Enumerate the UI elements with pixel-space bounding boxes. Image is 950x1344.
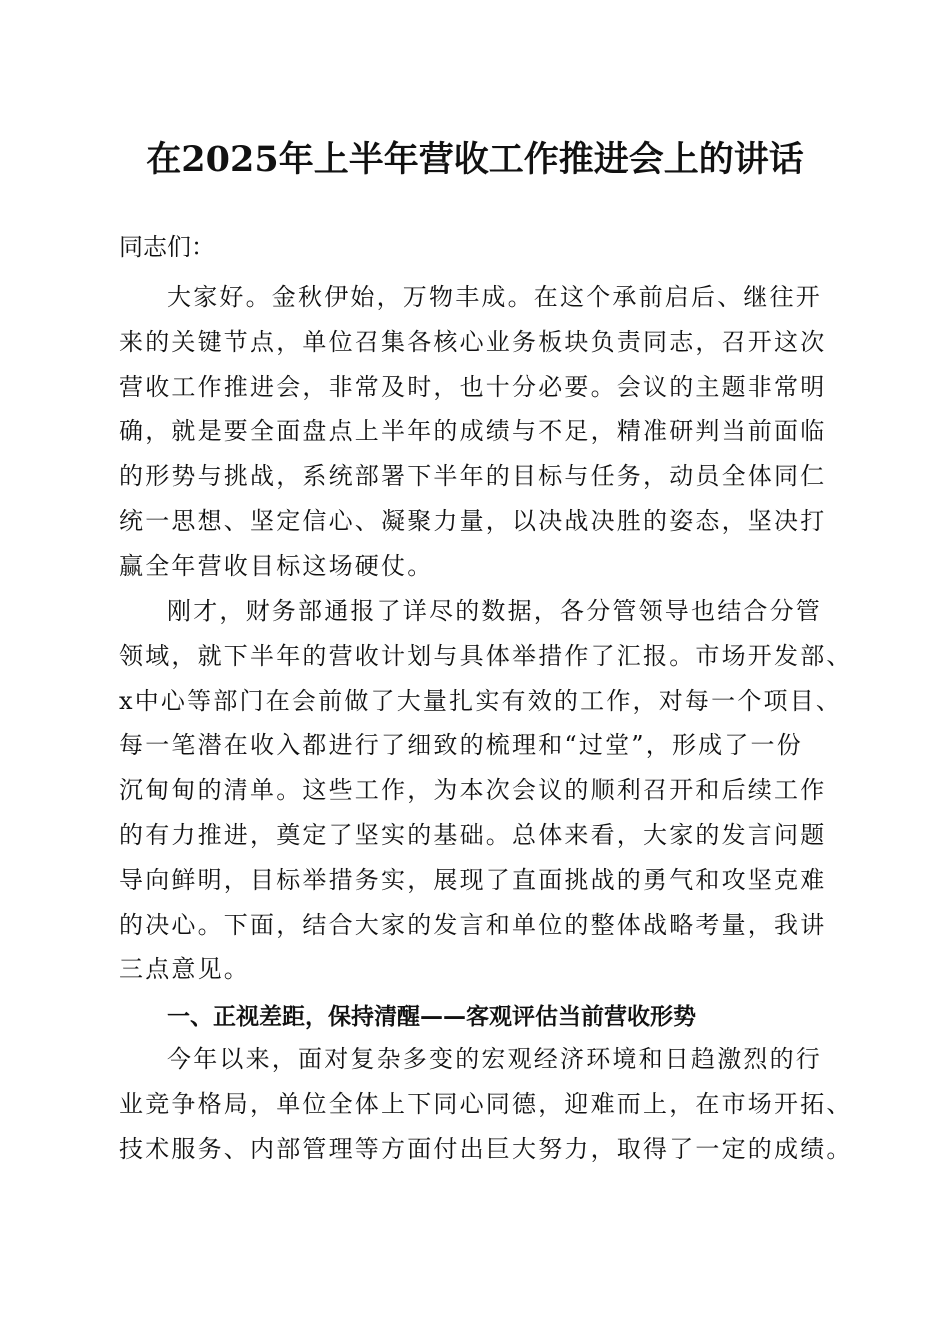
text-line: 赢全年营收目标这场硬仗。 (119, 551, 434, 580)
text-line: 刚才，财务部通报了详尽的数据，各分管领导也结合分管 (167, 597, 822, 625)
text-line: 的形势与挑战，系统部署下半年的目标与任务，动员全体同仁 (119, 462, 827, 491)
text-line: 三点意见。 (119, 955, 250, 984)
page-title: 在2025年上半年营收工作推进会上的讲话 (146, 139, 804, 180)
text-line: 的有力推进，奠定了坚实的基础。总体来看，大家的发言问题 (119, 820, 827, 849)
text-line: 来的关键节点，单位召集各核心业务板块负责同志，召开这次 (119, 327, 827, 356)
text-line: 确，就是要全面盘点上半年的成绩与不足，精准研判当前面临 (119, 417, 827, 446)
text-line: 今年以来，面对复杂多变的宏观经济环境和日趋激烈的行 (167, 1045, 822, 1073)
text-line: 沉甸甸的清单。这些工作，为本次会议的顺利召开和后续工作 (119, 776, 827, 805)
text-line: 统一思想、坚定信心、凝聚力量，以决战决胜的姿态，坚决打 (119, 506, 827, 535)
text-line: 导向鲜明，目标举措务实，展现了直面挑战的勇气和攻坚克难 (119, 865, 827, 894)
text-line: 每一笔潜在收入都进行了细致的梳理和“过堂”，形成了一份 (119, 731, 803, 760)
salutation: 同志们： (119, 233, 215, 261)
text-line: 技术服务、内部管理等方面付出巨大努力，取得了一定的成绩。 (119, 1134, 853, 1163)
text-line: 领域，就下半年的营收计划与具体举措作了汇报。市场开发部、 (119, 641, 853, 670)
section-heading: 一、正视差距，保持清醒——客观评估当前营收形势 (167, 1004, 696, 1030)
paragraph-review (119, 589, 853, 992)
paragraph-opening (119, 275, 839, 589)
text-line: 业竞争格局，单位全体上下同心同德，迎难而上，在市场开拓、 (119, 1089, 853, 1118)
text-line: 的决心。下面，结合大家的发言和单位的整体战略考量，我讲 (119, 910, 827, 939)
text-line: 大家好。金秋伊始，万物丰成。在这个承前启后、继往开 (167, 283, 822, 311)
text-line: 营收工作推进会，非常及时，也十分必要。会议的主题非常明 (119, 372, 827, 401)
text-line: x中心等部门在会前做了大量扎实有效的工作，对每一个项目、 (119, 686, 843, 715)
paragraph-section-one (119, 1037, 853, 1171)
